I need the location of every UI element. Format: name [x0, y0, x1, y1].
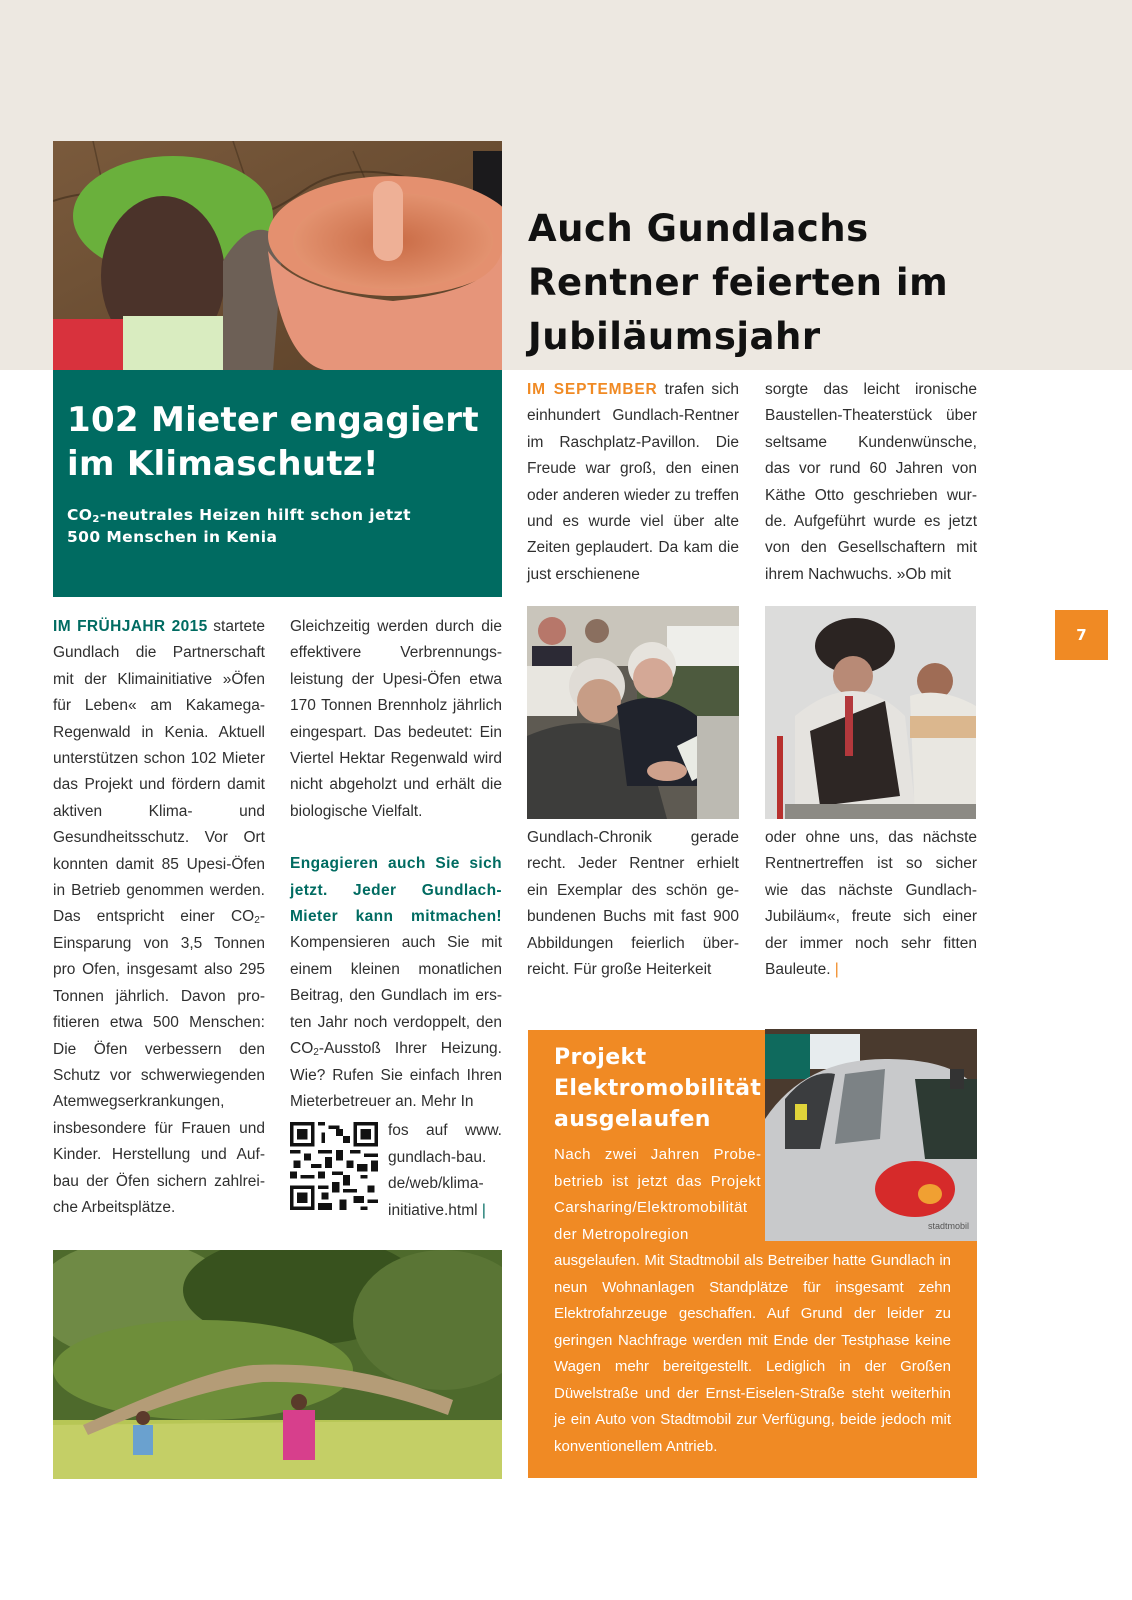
subscript-2: 2 [313, 1047, 319, 1059]
title-line-2: Elektromobilität [554, 1076, 762, 1101]
body-text: -Einsparung von 3,5 Tonnen pro Ofen, insgesamt also 295 Tonnen jährlich. Davon profitieren etwa 500 Menschen: Die Öfen verbessern den Schutz vor schwerwiegenden Atemwegserkrankungen, insbesondere für Frauen und Kinder. Herstellung und Aufbau der Öfen sichern zahlreiche Arbeitsplätze. [53, 908, 265, 1216]
pensioners-article-column-2-bottom [765, 825, 977, 983]
seniors-reading-book-photo [527, 606, 739, 819]
subscript-2: 2 [92, 514, 100, 525]
photo-illustration-icon [53, 1250, 502, 1479]
subtitle-line-2: 500 Menschen in Kenia [67, 528, 278, 546]
page-number: 7 [1076, 626, 1087, 644]
title-line-3: ausgelaufen [554, 1107, 711, 1132]
electromobility-title [554, 1042, 764, 1135]
headline-line-1: Auch Gundlachs [528, 207, 869, 250]
title-line-1: 102 Mieter engagiert [67, 400, 479, 440]
qr-code[interactable] [290, 1122, 378, 1210]
body-paragraph: Gleichzeitig werden durch die effektivere Verbrennungsleistung der Upesi-Öfen etwa 170 Tonnen Brennholz jährlich eingespart. Das bedeutet: Ein Viertel Hektar Regenwald wird nicht abgeholzt und erhält die biologische Vielfalt. [290, 618, 502, 820]
headline-line-3: Jubiläumsjahr [528, 315, 821, 358]
woman-with-stove-photo [53, 141, 502, 371]
callout-text: Engagieren auch Sie sich jetzt. Jeder Gundlach-Mieter kann mitmachen! [290, 855, 502, 926]
page-number-tab [1055, 610, 1108, 660]
pensioners-article-column-1-top [527, 377, 739, 588]
end-mark: | [477, 1201, 486, 1219]
body-text: -Ausstoß Ihrer Heizung. Wie? Rufen Sie einfach Ihren Mieterbetreuer an. Mehr In [290, 1040, 502, 1110]
photo-illustration-icon [53, 141, 502, 371]
electromobility-text-top: Nach zwei Jahren Probebetrieb ist jetzt das Projekt Carsharing/Elektromobilität der Metropolregion [554, 1146, 761, 1243]
climate-article-subtitle [67, 504, 488, 548]
theatre-performance-photo [765, 606, 976, 819]
climate-feature-box [53, 370, 502, 597]
body-text: oder ohne uns, das nächste Rentnertreffen ist so sicher wie das nächste Gundlach-Jubiläum«, freute sich einer der immer noch sehr fitten Bauleute. [765, 829, 977, 979]
title-line-1: Projekt [554, 1045, 647, 1070]
climate-article-column-1 [53, 614, 265, 1221]
car-branding-label: stadtmobil [927, 1221, 969, 1231]
website-url[interactable]: fos auf www. gundlach-bau. de/web/klimainitiative.html [388, 1122, 502, 1219]
photo-illustration-icon [527, 606, 739, 819]
climate-article-title [67, 398, 488, 486]
lead-in: IM FRÜHJAHR 2015 [53, 618, 208, 635]
pensioners-article-column-2-top: sorgte das leicht ironische Baustellen-Theaterstück über seltsame Kundenwünsche, das vor rund 60 Jahren von Käthe Otto geschrieben wurde. Aufgeführt wurde es jetzt von den Gesellschaftern mit ihrem Nachwuchs. »Ob mit [765, 381, 977, 583]
lead-in: IM SEPTEMBER [527, 381, 658, 398]
callout-paragraph [290, 851, 502, 1115]
subtitle-co: CO [67, 506, 93, 524]
photo-illustration-icon [765, 1029, 977, 1241]
pensioners-article-column-1-bottom: Gundlach-Chronik gerade recht. Jeder Rentner erhielt ein Exemplar des schön gebundenen Buchs mit fast 900 Abbildungen feierlich überreicht. Für große Heiterkeit [527, 829, 739, 979]
qr-code-icon [290, 1122, 378, 1210]
body-text: Kompensieren auch Sie mit einem kleinen monatlichen Beitrag, den Gundlach im ersten Jahr noch verdoppelt, den CO [290, 934, 502, 1058]
photo-illustration-icon [765, 606, 976, 819]
headline-line-2: Rentner feierten im [528, 261, 949, 304]
electromobility-text-bottom: ausgelaufen. Mit Stadtmobil als Betreiber hatte Gundlach in neun Wohnanlagen Standplätze für insgesamt zehn Elektrofahrzeuge geschaffen. Auf Grund der leider zu geringen Nachfrage werden mit Ende der Testphase keine Wagen mehr bereitgestellt. Lediglich in der Großen Düwelstraße und der Ernst-Eiselen-Straße steht weiterhin je ein Auto von Stadtmobil zur Verfügung, beide jedoch mit konventionellem Antrieb. [554, 1252, 951, 1455]
body-text: startete Gundlach die Partnerschaft mit der Klimainitiative »Öfen für Leben« am Kakamega-Regenwald in Kenia. Aktuell unterstützen schon 102 Mieter das Projekt und fördern damit aktiven Klima- und Gesundheitsschutz. Vor Ort konnten damit 85 Upesi-Öfen in Betrieb genommen werden. Das entspricht einer CO [53, 618, 265, 926]
subtitle-line-1: -neutrales Heizen hilft schon jetzt [99, 506, 411, 524]
end-mark: | [830, 961, 839, 979]
subscript-2: 2 [254, 915, 260, 927]
body-text: trafen sich einhundert Gundlach-Rentner im Raschplatz-Pavillon. Die Freude war groß, den einen oder anderen wieder zu treffen und es wurde viel über alte Zeiten geplaudert. Da kam die just erschienene [527, 381, 739, 583]
website-link-text[interactable] [388, 1118, 502, 1224]
stadtmobil-car-photo [765, 1029, 977, 1241]
pensioners-article-title [528, 202, 988, 364]
qr-info-row [290, 1118, 502, 1224]
title-line-2: im Klimaschutz! [67, 444, 379, 484]
climate-article-column-2 [290, 614, 502, 1224]
people-carrying-log-photo [53, 1250, 502, 1479]
